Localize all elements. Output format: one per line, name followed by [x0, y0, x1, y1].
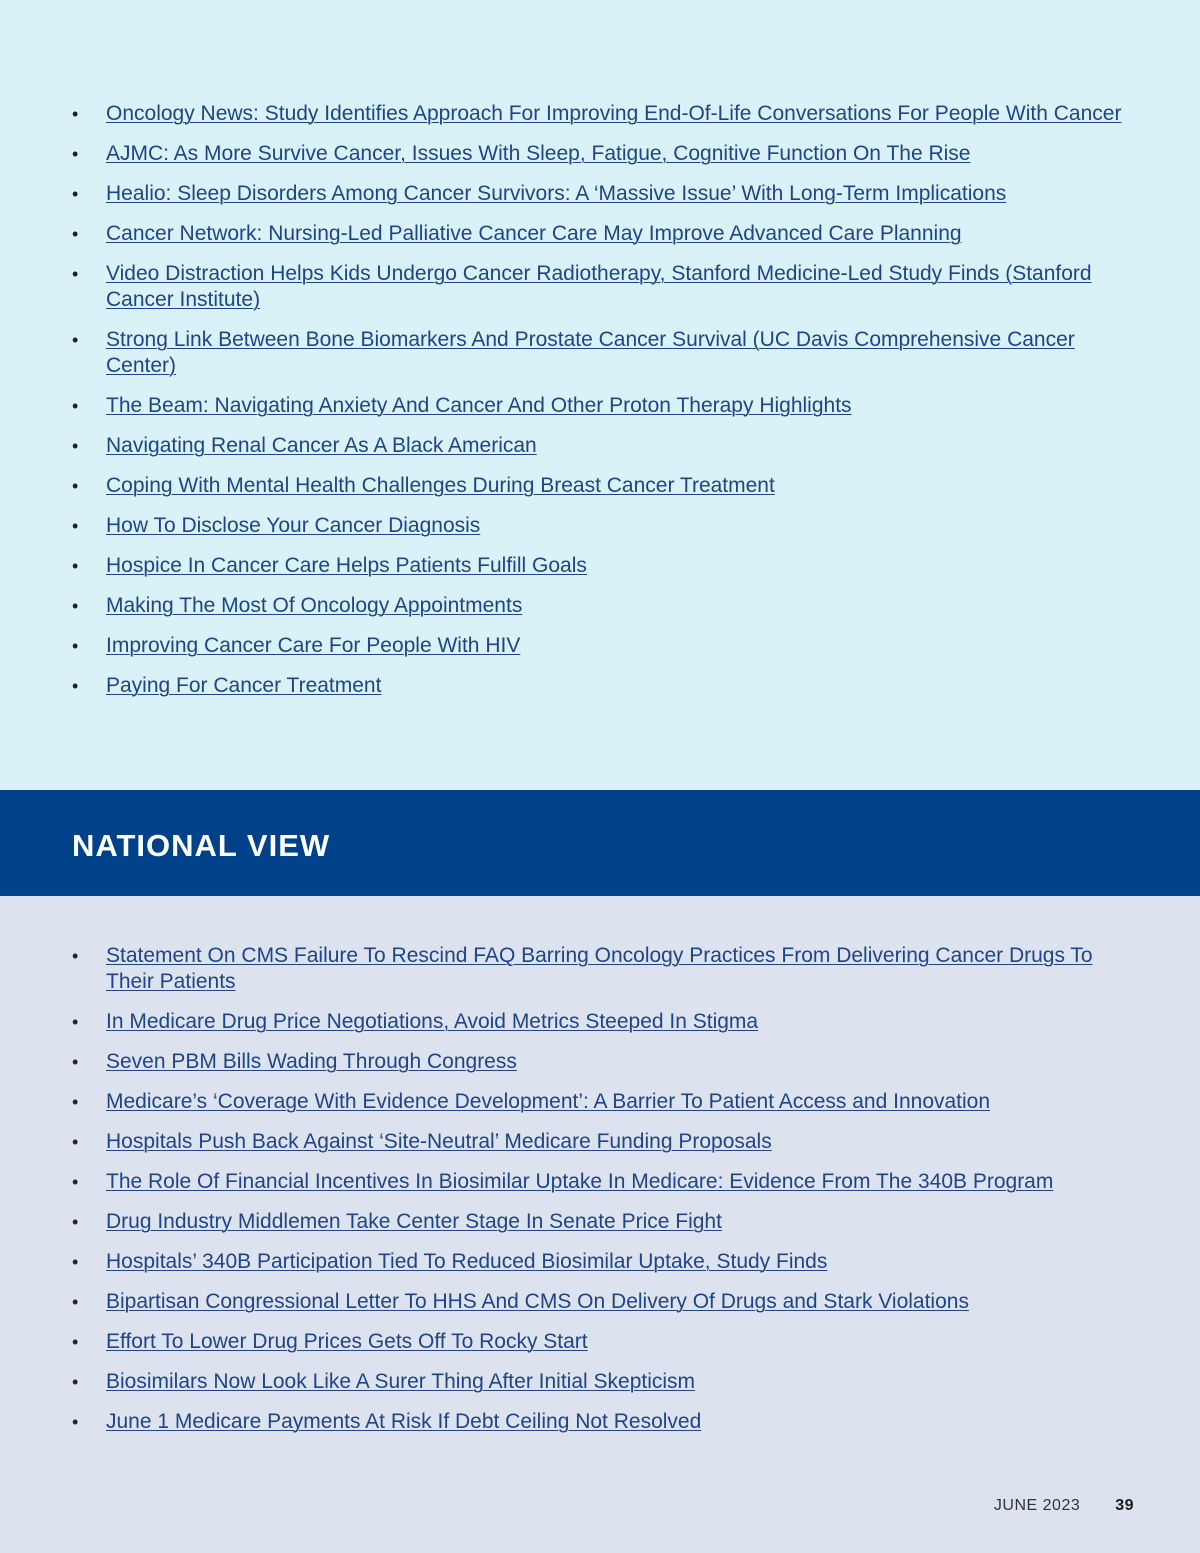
article-link[interactable]: Bipartisan Congressional Letter To HHS And CMS On Delivery Of Drugs and Stark Violations [106, 1290, 969, 1313]
bullet-icon: • [72, 1172, 79, 1192]
article-link[interactable]: Hospitals Push Back Against ‘Site-Neutral’ Medicare Funding Proposals [106, 1130, 772, 1153]
bullet-icon: • [72, 264, 79, 284]
article-link[interactable]: The Beam: Navigating Anxiety And Cancer And Other Proton Therapy Highlights [106, 394, 852, 417]
bullet-icon: • [72, 1052, 79, 1072]
article-link[interactable]: Video Distraction Helps Kids Undergo Cancer Radiotherapy, Stanford Medicine-Led Study Finds (Stanford Cancer Institute) [106, 262, 1092, 311]
list-item [72, 1129, 1134, 1155]
article-link[interactable]: Biosimilars Now Look Like A Surer Thing After Initial Skepticism [106, 1370, 696, 1393]
article-link[interactable]: Navigating Renal Cancer As A Black American [106, 434, 537, 457]
list-item [72, 1009, 1134, 1035]
list-item [72, 101, 1134, 127]
list-item [72, 221, 1134, 247]
bullet-icon: • [72, 596, 79, 616]
bullet-icon: • [72, 1092, 79, 1112]
article-link[interactable]: Hospitals’ 340B Participation Tied To Reduced Biosimilar Uptake, Study Finds [106, 1250, 828, 1273]
bullet-icon: • [72, 224, 79, 244]
list-item [72, 1209, 1134, 1235]
top-link-list [72, 101, 1134, 713]
bullet-icon: • [72, 476, 79, 496]
bullet-icon: • [72, 396, 79, 416]
article-link[interactable]: Statement On CMS Failure To Rescind FAQ Barring Oncology Practices From Delivering Cancer Drugs To Their Patients [106, 944, 1093, 993]
bullet-icon: • [72, 1332, 79, 1352]
bullet-icon: • [72, 436, 79, 456]
list-item [72, 1409, 1134, 1435]
article-link[interactable]: Drug Industry Middlemen Take Center Stage In Senate Price Fight [106, 1210, 722, 1233]
list-item [72, 1249, 1134, 1275]
article-link[interactable]: AJMC: As More Survive Cancer, Issues With Sleep, Fatigue, Cognitive Function On The Rise [106, 142, 971, 165]
list-item [72, 513, 1134, 539]
list-item [72, 261, 1134, 313]
article-link[interactable]: Paying For Cancer Treatment [106, 674, 382, 697]
bullet-icon: • [72, 1412, 79, 1432]
list-item [72, 327, 1134, 379]
article-link[interactable]: Coping With Mental Health Challenges During Breast Cancer Treatment [106, 474, 775, 497]
article-link[interactable]: Making The Most Of Oncology Appointments [106, 594, 523, 617]
list-item [72, 1089, 1134, 1115]
article-link[interactable]: Oncology News: Study Identifies Approach For Improving End-Of-Life Conversations For People With Cancer [106, 102, 1122, 125]
article-link[interactable]: Cancer Network: Nursing-Led Palliative Cancer Care May Improve Advanced Care Planning [106, 222, 962, 245]
article-link[interactable]: Strong Link Between Bone Biomarkers And Prostate Cancer Survival (UC Davis Comprehensive Cancer Center) [106, 328, 1075, 377]
bullet-icon: • [72, 1212, 79, 1232]
list-item [72, 1329, 1134, 1355]
list-item [72, 1369, 1134, 1395]
bullet-icon: • [72, 1372, 79, 1392]
bullet-icon: • [72, 516, 79, 536]
article-link[interactable]: Improving Cancer Care For People With HIV [106, 634, 521, 657]
list-item [72, 1289, 1134, 1315]
list-item [72, 473, 1134, 499]
bullet-icon: • [72, 636, 79, 656]
article-link[interactable]: Medicare’s ‘Coverage With Evidence Development’: A Barrier To Patient Access and Innovation [106, 1090, 991, 1113]
article-link[interactable]: Seven PBM Bills Wading Through Congress [106, 1050, 517, 1073]
bullet-icon: • [72, 1252, 79, 1272]
bullet-icon: • [72, 330, 79, 350]
article-link[interactable]: June 1 Medicare Payments At Risk If Debt Ceiling Not Resolved [106, 1410, 702, 1433]
issue-date: JUNE 2023 [993, 1497, 1081, 1514]
bullet-icon: • [72, 144, 79, 164]
list-item [72, 393, 1134, 419]
bullet-icon: • [72, 946, 79, 966]
list-item [72, 433, 1134, 459]
page-number: 39 [1115, 1497, 1134, 1514]
bullet-icon: • [72, 1132, 79, 1152]
bullet-icon: • [72, 1012, 79, 1032]
list-item [72, 673, 1134, 699]
list-item [72, 553, 1134, 579]
article-link[interactable]: The Role Of Financial Incentives In Biosimilar Uptake In Medicare: Evidence From The 340B Program [106, 1170, 1054, 1193]
bullet-icon: • [72, 1292, 79, 1312]
article-link[interactable]: Effort To Lower Drug Prices Gets Off To Rocky Start [106, 1330, 588, 1353]
list-item [72, 633, 1134, 659]
article-link[interactable]: In Medicare Drug Price Negotiations, Avoid Metrics Steeped In Stigma [106, 1010, 759, 1033]
list-item [72, 943, 1134, 995]
list-item [72, 1049, 1134, 1075]
article-link[interactable]: Hospice In Cancer Care Helps Patients Fulfill Goals [106, 554, 587, 577]
section-title: NATIONAL VIEW [72, 828, 331, 863]
article-link[interactable]: How To Disclose Your Cancer Diagnosis [106, 514, 481, 537]
list-item [72, 593, 1134, 619]
page-footer [994, 1497, 1134, 1515]
bullet-icon: • [72, 556, 79, 576]
list-item [72, 181, 1134, 207]
article-link[interactable]: Healio: Sleep Disorders Among Cancer Survivors: A ‘Massive Issue’ With Long-Term Implications [106, 182, 1007, 205]
national-view-link-list [72, 943, 1134, 1449]
list-item [72, 1169, 1134, 1195]
bullet-icon: • [72, 184, 79, 204]
bullet-icon: • [72, 676, 79, 696]
bullet-icon: • [72, 104, 79, 124]
list-item [72, 141, 1134, 167]
